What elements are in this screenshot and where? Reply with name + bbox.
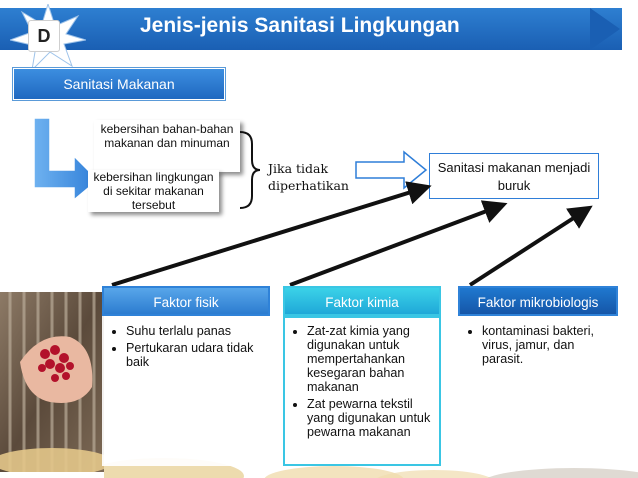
- list-item: • Suhu terlalu panas: [126, 324, 260, 338]
- list-item: • Pertukaran udara tidak baik: [126, 341, 260, 369]
- arrow-mikro: [470, 210, 586, 285]
- factor-list-mikrobiologis: [458, 316, 618, 416]
- factor-header-kimia: Faktor kimia: [283, 286, 441, 316]
- factor-list-kimia: [283, 316, 441, 466]
- cause-box-environment: kebersihan lingkungan di sekitar makanan tersebut: [88, 170, 219, 212]
- condition-note: Jika tidak diperhatikan: [268, 161, 349, 193]
- cause-box-ingredients: kebersihan bahan-bahan makanan dan minuman: [94, 120, 240, 172]
- slide-title: Jenis-jenis Sanitasi Lingkungan: [140, 14, 460, 37]
- section-subtitle: Sanitasi Makanan: [13, 68, 225, 100]
- factor-list-fisik: [102, 316, 270, 466]
- factor-header-mikrobiologis: Faktor mikrobiologis: [458, 286, 618, 316]
- section-badge: D: [28, 20, 60, 52]
- list-item: • kontaminasi bakteri, virus, jamur, dan parasit.: [482, 324, 608, 366]
- list-item: • Zat pewarna tekstil yang digunakan untuk pewarna makanan: [307, 397, 431, 439]
- arrow-fisik: [112, 188, 424, 285]
- list-item: • Zat-zat kimia yang digunakan untuk mempertahankan kesegaran bahan makanan: [307, 324, 431, 394]
- factor-header-fisik: Faktor fisik: [102, 286, 270, 316]
- result-box: Sanitasi makanan menjadi buruk: [429, 153, 599, 199]
